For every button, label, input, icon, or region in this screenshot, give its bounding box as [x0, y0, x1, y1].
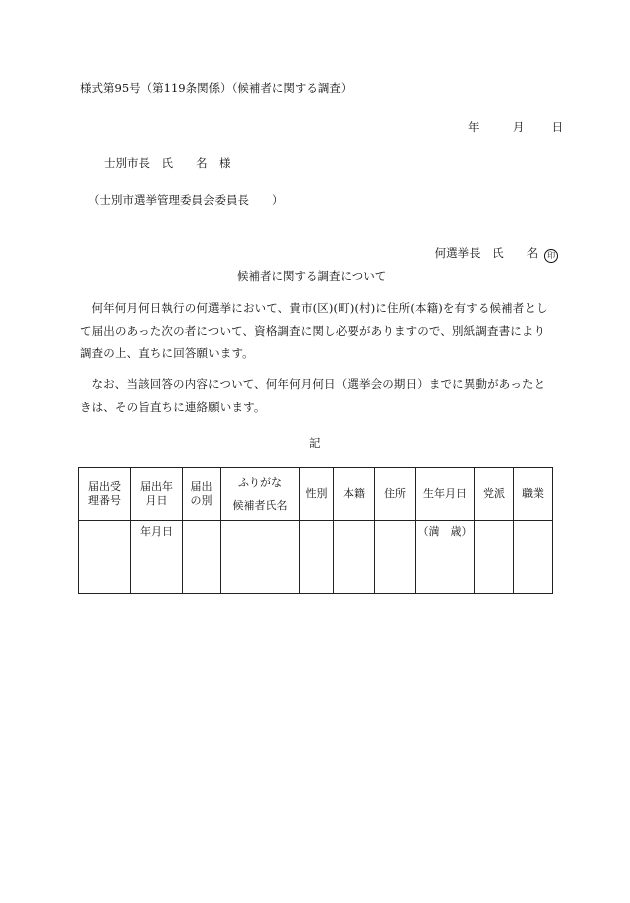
form-label: 様式第95号（第119条関係）（候補者に関する調査）	[80, 81, 353, 95]
sender-label: 何選挙長 氏 名	[434, 246, 539, 260]
ki-heading: 記	[309, 436, 321, 450]
header-candidate-name: 候補者氏名	[232, 498, 288, 512]
cell-party[interactable]	[475, 521, 514, 594]
cell-filing-type[interactable]	[183, 521, 221, 594]
header-candidate	[221, 468, 300, 521]
cell-receipt-no[interactable]	[79, 521, 131, 594]
date-line	[468, 120, 563, 134]
addressee-line: 士別市長 氏 名 様	[104, 156, 231, 170]
cell-birth-date[interactable]: （満 歳）	[416, 521, 475, 594]
document-title: 候補者に関する調査について	[237, 269, 387, 283]
header-party: 党派	[475, 468, 514, 521]
candidate-table	[78, 467, 553, 594]
header-occupation: 職業	[514, 468, 553, 521]
addressee-alt: （士別市選挙管理委員会委員長 ）	[88, 193, 284, 207]
header-honseki: 本籍	[334, 468, 375, 521]
seal-mark: 印	[544, 249, 558, 263]
date-month: 月	[512, 120, 525, 134]
header-gender: 性別	[300, 468, 334, 521]
sender	[420, 232, 558, 277]
cell-occupation[interactable]	[514, 521, 553, 594]
cell-gender[interactable]	[300, 521, 334, 594]
header-address: 住所	[375, 468, 416, 521]
header-filing-type: 届出の別	[183, 468, 221, 521]
header-filing-date: 届出年月日	[131, 468, 183, 521]
cell-address[interactable]	[375, 521, 416, 594]
body-paragraph-2: なお、当該回答の内容について、何年何月何日（選挙会の期日）までに異動があったときは、その旨直ちに連絡願います。	[80, 377, 546, 414]
cell-filing-date[interactable]: 年月日	[131, 521, 183, 594]
header-furigana: ふりがな	[238, 475, 282, 489]
table-row	[79, 521, 553, 594]
table-header-row	[79, 468, 553, 521]
header-birth-date: 生年月日	[416, 468, 475, 521]
header-receipt-no: 届出受理番号	[79, 468, 131, 521]
cell-candidate-name[interactable]	[221, 521, 300, 594]
body-paragraph-1: 何年何月何日執行の何選挙において、貴市(区)(町)(村)に住所(本籍)を有する候補者として届出のあった次の者について、資格調査に関し必要がありますので、別紙調査書により調査の上、直ちに回答願います。	[80, 301, 548, 360]
cell-honseki[interactable]	[334, 521, 375, 594]
date-day: 日	[551, 120, 564, 134]
date-year: 年	[468, 120, 480, 134]
